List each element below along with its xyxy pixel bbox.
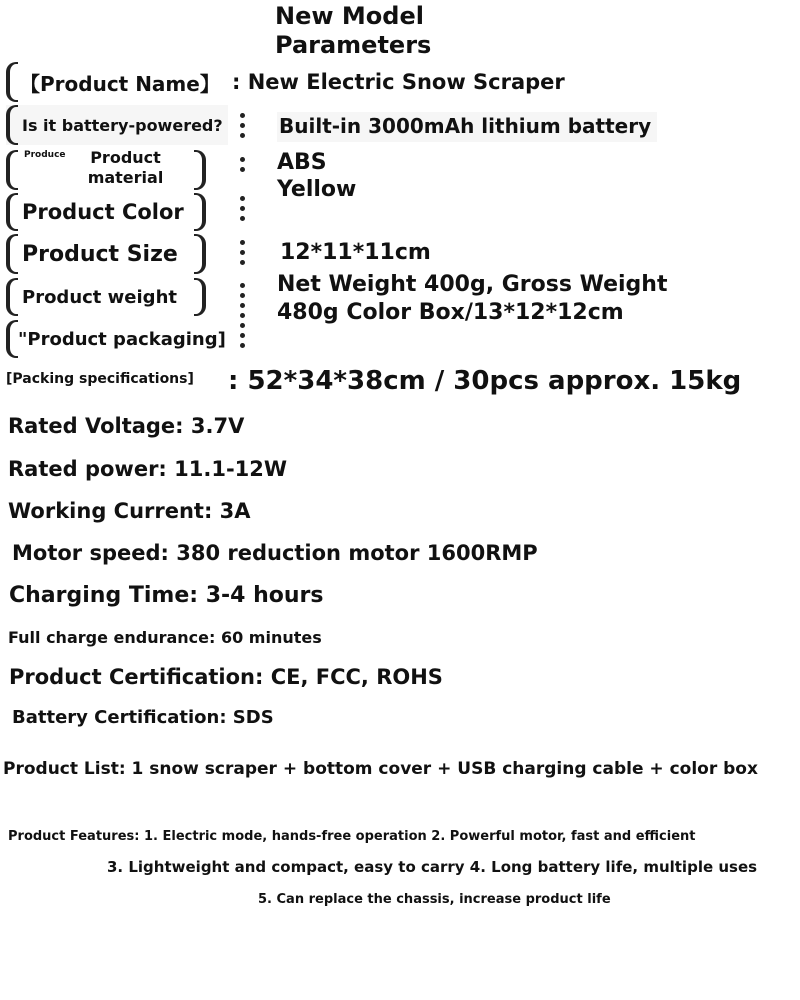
value-material: ABS	[277, 150, 327, 175]
label-material	[6, 150, 206, 190]
bracket-right	[194, 278, 206, 316]
value-color: Yellow	[277, 177, 357, 202]
label-material-small: Produce	[24, 150, 66, 160]
value-product-name: : New Electric Snow Scraper	[232, 70, 565, 94]
value-packing-spec: : 52*34*38cm / 30pcs approx. 15kg	[228, 366, 742, 396]
bracket-right	[194, 193, 206, 231]
product-list: Product List: 1 snow scraper + bottom cover + USB charging cable + color box	[3, 759, 758, 779]
spec-rated-power: Rated power: 11.1-12W	[8, 457, 288, 481]
spec-endurance: Full charge endurance: 60 minutes	[8, 628, 322, 647]
separator-dots	[240, 196, 246, 226]
bracket-right	[194, 150, 206, 190]
spec-product-certification: Product Certification: CE, FCC, ROHS	[9, 665, 443, 689]
label-color: Product Color	[6, 193, 206, 231]
page-title: New Model Parameters	[275, 2, 432, 59]
spec-rated-voltage: Rated Voltage: 3.7V	[8, 414, 245, 438]
separator-dots	[240, 113, 246, 143]
separator-dots	[240, 283, 246, 353]
label-battery: Is it battery-powered?	[6, 105, 228, 145]
spec-motor-speed: Motor speed: 380 reduction motor 1600RMP	[12, 541, 538, 565]
value-size: 12*11*11cm	[280, 240, 431, 265]
spec-battery-certification: Battery Certification: SDS	[12, 707, 274, 728]
bracket-right	[194, 234, 206, 274]
label-product-name: 【Product Name】	[6, 62, 231, 102]
spec-working-current: Working Current: 3A	[8, 499, 251, 523]
label-size: Product Size	[6, 234, 206, 274]
label-packaging: "Product packaging]	[6, 320, 236, 358]
separator-dots	[240, 240, 246, 270]
value-weight-line1: Net Weight 400g, Gross Weight	[277, 272, 668, 297]
separator-dots	[240, 157, 246, 177]
features-line-2: 3. Lightweight and compact, easy to carry 4. Long battery life, multiple uses	[107, 858, 758, 876]
label-weight: Product weight	[6, 278, 206, 316]
value-battery: Built-in 3000mAh lithium battery	[277, 112, 657, 142]
features-line-3: 5. Can replace the chassis, increase product life	[258, 892, 611, 907]
bracket-left	[6, 150, 18, 190]
label-material-text: Product material	[87, 148, 164, 187]
label-packing-spec: [Packing specifications]	[6, 371, 194, 387]
spec-charging-time: Charging Time: 3-4 hours	[9, 583, 324, 608]
features-line-1: Product Features: 1. Electric mode, hands-free operation 2. Powerful motor, fast and efficient	[8, 829, 696, 844]
value-weight-line2: 480g Color Box/13*12*12cm	[277, 300, 624, 325]
